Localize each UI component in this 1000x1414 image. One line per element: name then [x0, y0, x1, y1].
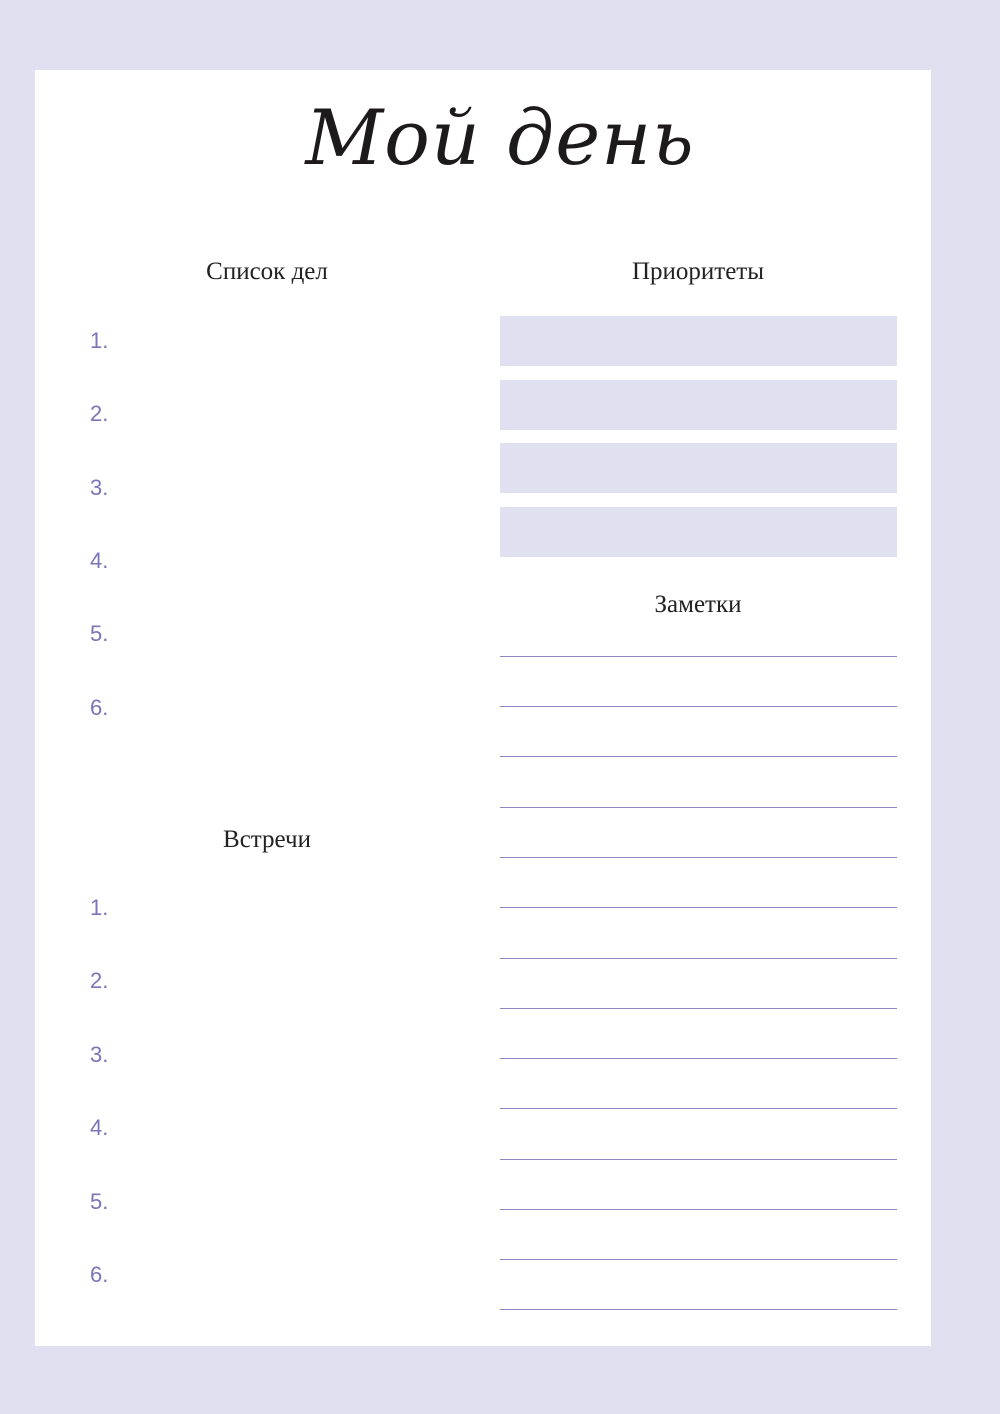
todo-number-3: 3. [90, 475, 109, 500]
note-line[interactable] [500, 656, 897, 657]
meeting-number-2: 2. [90, 968, 109, 993]
todo-number-6: 6. [90, 695, 109, 720]
note-line[interactable] [500, 1309, 897, 1310]
note-line[interactable] [500, 1108, 897, 1109]
todo-number-2: 2. [90, 401, 109, 426]
priorities-heading: Приоритеты [631, 258, 765, 285]
todo-number-4: 4. [90, 548, 109, 573]
note-line[interactable] [500, 1209, 897, 1210]
meeting-number-1: 1. [90, 895, 109, 920]
priority-box-1[interactable] [500, 316, 897, 366]
page-title: Мой день [305, 93, 695, 182]
meetings-heading: Встречи [223, 826, 311, 853]
todo-heading: Список дел [206, 258, 328, 285]
note-line[interactable] [500, 958, 897, 959]
note-line[interactable] [500, 1259, 897, 1260]
note-line[interactable] [500, 857, 897, 858]
meeting-number-6: 6. [90, 1262, 109, 1287]
priority-box-2[interactable] [500, 380, 897, 430]
note-line[interactable] [500, 1159, 897, 1160]
meeting-number-5: 5. [90, 1189, 109, 1214]
todo-number-1: 1. [90, 328, 109, 353]
meeting-number-3: 3. [90, 1042, 109, 1067]
note-line[interactable] [500, 706, 897, 707]
meeting-number-4: 4. [90, 1115, 109, 1140]
note-line[interactable] [500, 807, 897, 808]
notes-heading: Заметки [654, 591, 742, 618]
todo-number-5: 5. [90, 621, 109, 646]
note-line[interactable] [500, 1008, 897, 1009]
note-line[interactable] [500, 907, 897, 908]
priority-box-4[interactable] [500, 507, 897, 557]
note-line[interactable] [500, 756, 897, 757]
note-line[interactable] [500, 1058, 897, 1059]
priority-box-3[interactable] [500, 443, 897, 493]
